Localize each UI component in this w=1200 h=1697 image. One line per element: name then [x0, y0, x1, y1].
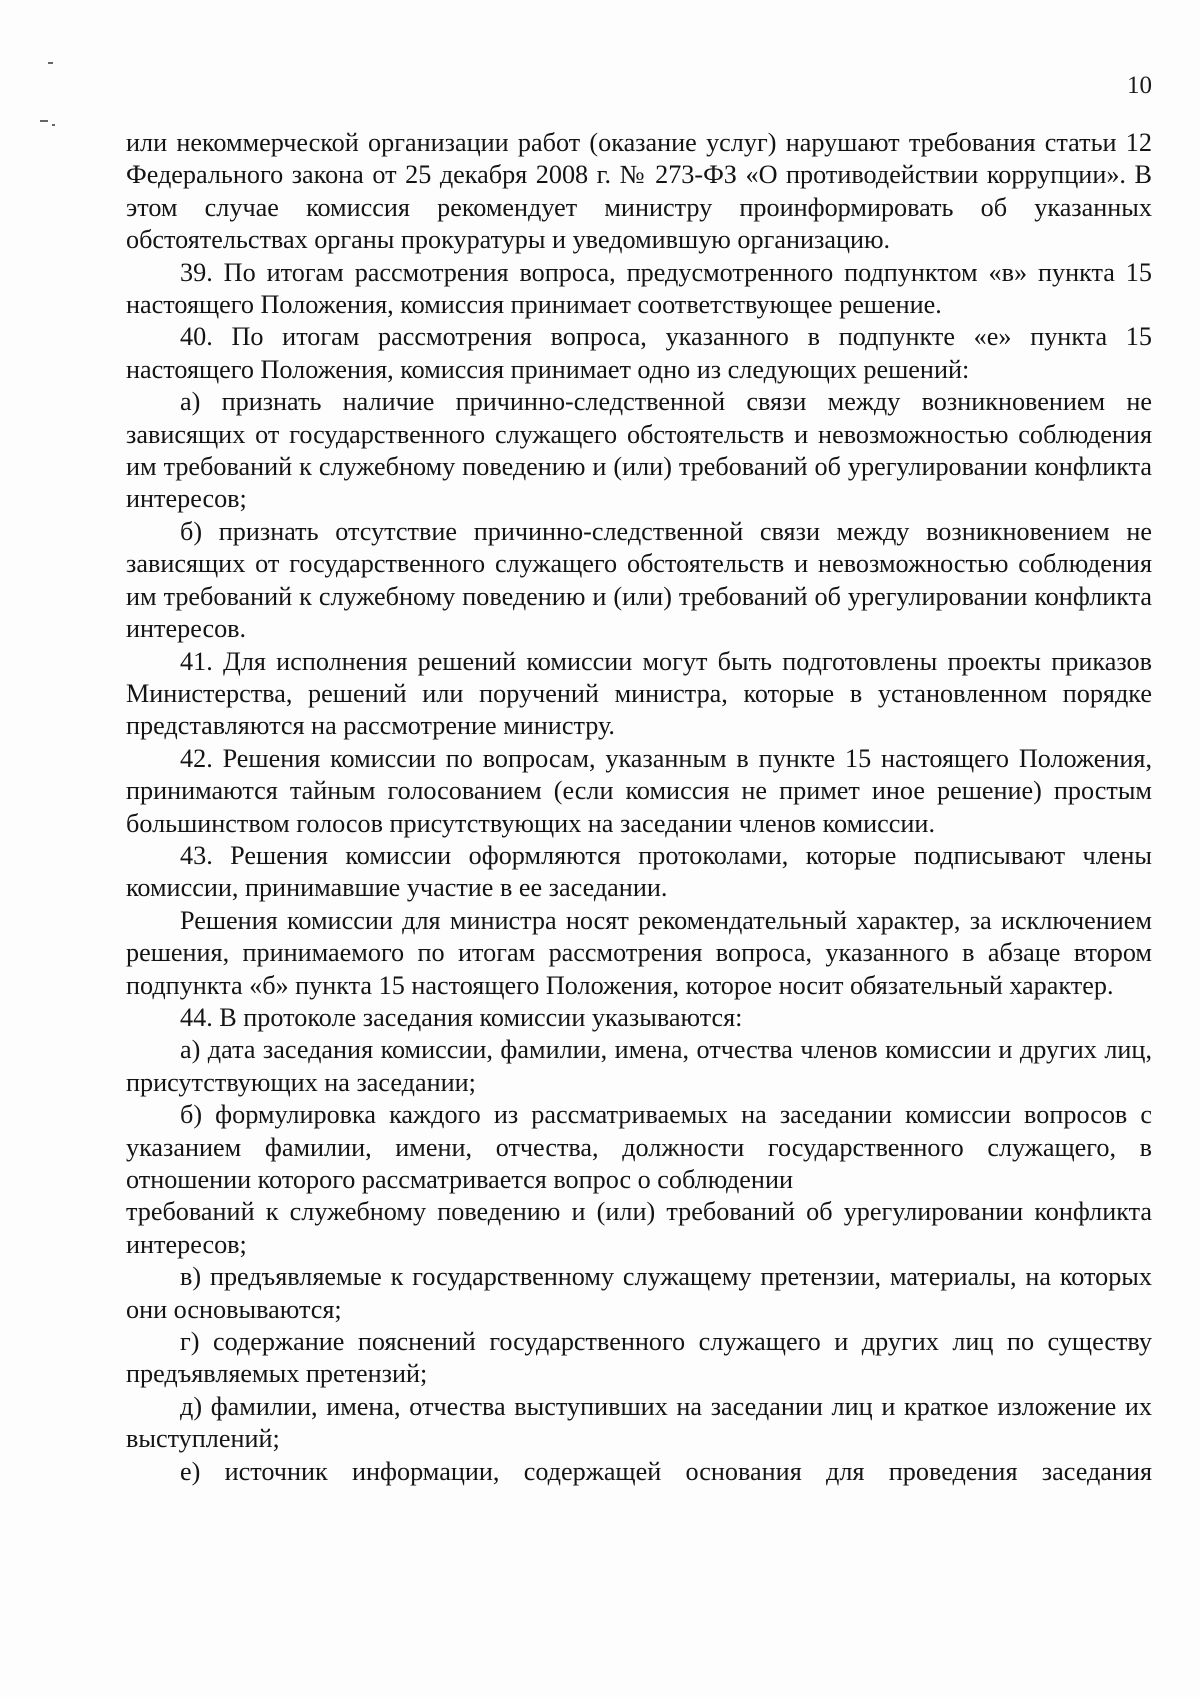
- scan-mark: [48, 62, 53, 64]
- paragraph-40-b: б) признать отсутствие причинно-следственной связи между возникновением не зависящих от государственного служащего обстоятельств и невозможностью соблюдения им требований к служебному поведению и (или) требований об урегулировании конфликта интересов.: [126, 516, 1152, 644]
- paragraph-44-d: д) фамилии, имена, отчества выступивших на заседании лиц и краткое изложение их выступлений;: [126, 1391, 1152, 1454]
- paragraph-44-b-continuation: требований к служебному поведению и (или) требований об урегулировании конфликта интересов;: [126, 1197, 1152, 1259]
- paragraph-40-a: а) признать наличие причинно-следственной связи между возникновением не зависящих от государственного служащего обстоятельств и невозможностью соблюдения им требований к служебному поведению и (или) требований об урегулировании конфликта интересов;: [126, 387, 1152, 514]
- paragraph-39: 39. По итогам рассмотрения вопроса, предусмотренного подпунктом «в» пункта 15 настоящего Положения, комиссия принимает соответствующее решение.: [126, 257, 1152, 320]
- paragraph-43-note: Решения комиссии для министра носят рекомендательный характер, за исключением решения, принимаемого по итогам рассмотрения вопроса, указанного в абзаце втором подпункта «б» пункта 15 настоящего Положения, которое носит обязательный характер.: [126, 905, 1152, 1000]
- paragraph-40: 40. По итогам рассмотрения вопроса, указанного в подпункте «е» пункта 15 настоящего Положения, комиссия принимает одно из следующих решений:: [126, 322, 1152, 384]
- paragraph-43: 43. Решения комиссии оформляются протоколами, которые подписывают члены комиссии, принимавшие участие в ее заседании.: [126, 840, 1152, 903]
- paragraph-44-e: е) источник информации, содержащей основания для проведения заседания: [180, 1456, 1152, 1486]
- page-number: 10: [1127, 72, 1152, 99]
- paragraph-44: 44. В протоколе заседания комиссии указываются:: [180, 1002, 743, 1032]
- paragraph-42: 42. Решения комиссии по вопросам, указанным в пункте 15 настоящего Положения, принимаются тайным голосованием (если комиссия не примет иное решение) простым большинством голосов присутствующих на заседании членов комиссии.: [126, 743, 1152, 838]
- paragraph-44-b: б) формулировка каждого из рассматриваемых на заседании комиссии вопросов с указанием фамилии, имени, отчества, должности государственного служащего, в отношении которого рассматривается вопрос о соблюдении: [126, 1100, 1152, 1194]
- paragraph-44-a: а) дата заседания комиссии, фамилии, имена, отчества членов комиссии и других лиц, присутствующих на заседании;: [126, 1035, 1152, 1097]
- scan-mark: [52, 124, 55, 126]
- scan-mark: [40, 120, 48, 122]
- paragraph-44-g: г) содержание пояснений государственного служащего и других лиц по существу предъявляемых претензий;: [126, 1327, 1152, 1389]
- paragraph-continuation: или некоммерческой организации работ (оказание услуг) нарушают требования статьи 12 Федерального закона от 25 декабря 2008 г. № 273-ФЗ «О противодействии коррупции». В этом случае комиссия рекомендует министру проинформировать об указанных обстоятельствах органы прокуратуры и уведомившую организацию.: [126, 128, 1152, 255]
- paragraph-41: 41. Для исполнения решений комиссии могут быть подготовлены проекты приказов Министерства, решений или поручений министра, которые в установленном порядке представляются на рассмотрение министру.: [126, 646, 1152, 741]
- paragraph-44-v: в) предъявляемые к государственному служащему претензии, материалы, на которых они основываются;: [126, 1262, 1152, 1324]
- document-body: [126, 127, 1152, 1488]
